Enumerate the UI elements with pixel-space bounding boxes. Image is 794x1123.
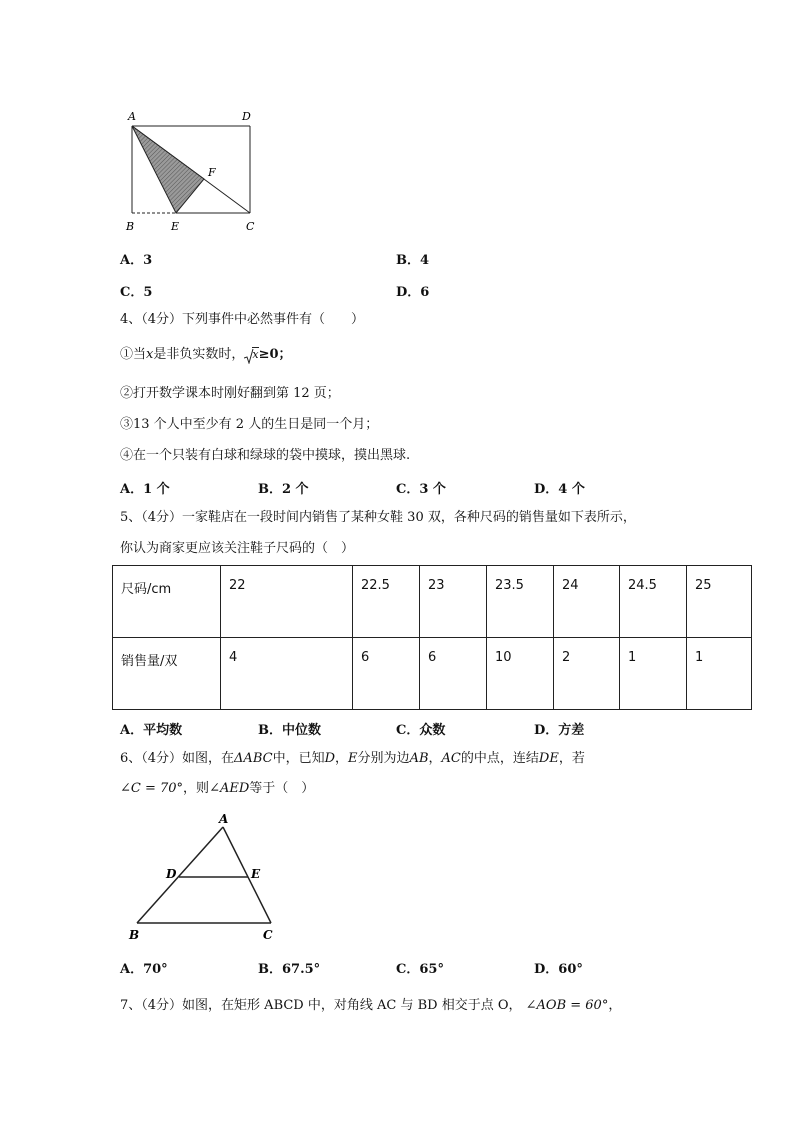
q3-option-d[interactable]: D．6 xyxy=(396,285,430,300)
fig2-label-a: A xyxy=(219,812,229,826)
fig1-label-c: C xyxy=(246,220,255,233)
q6-math-e: E xyxy=(348,751,358,766)
q5-option-b[interactable]: B．中位数 xyxy=(258,723,321,738)
fig1-label-d: D xyxy=(242,110,251,123)
q6-text: 等于（ ） xyxy=(249,781,315,796)
q6-math-triangle: ΔABC xyxy=(234,751,273,766)
table-cell-count: 4 xyxy=(221,638,353,710)
q4-item1-post: ≥0； xyxy=(258,347,292,362)
shoe-size-table xyxy=(112,565,752,710)
table-cell-size: 24.5 xyxy=(620,566,687,638)
q6-stem-line1 xyxy=(120,750,585,768)
rectangle-figure xyxy=(120,106,270,236)
q4-item1-pre: ①当 xyxy=(120,347,147,362)
q4-item1-mid: 是非负实数时， xyxy=(153,347,245,362)
q5-stem-line1: 5、（4分）一家鞋店在一段时间内销售了某种女鞋 30 双，各种尺码的销售量如下表所示， xyxy=(120,510,636,525)
table-cell-size: 22.5 xyxy=(353,566,420,638)
q4-option-d[interactable]: D．4 个 xyxy=(534,482,585,497)
fig1-label-b: B xyxy=(126,220,135,233)
q6-text: ，若 xyxy=(558,751,585,766)
q5-option-c[interactable]: C．众数 xyxy=(396,723,446,738)
q4-option-b[interactable]: B．2 个 xyxy=(258,482,309,497)
q5-option-d[interactable]: D．方差 xyxy=(534,723,585,738)
fig2-label-c: C xyxy=(263,928,273,942)
q4-item-3: ③13 个人中至少有 2 人的生日是同一个月； xyxy=(120,417,379,432)
fig2-label-e: E xyxy=(251,867,261,881)
q6-math-ac: AC xyxy=(441,751,461,766)
q5-stem-line2: 你认为商家更应该关注鞋子尺码的（ ） xyxy=(120,541,355,556)
table-cell-size: 25 xyxy=(687,566,752,638)
sqrt-icon xyxy=(244,346,258,364)
table-cell-count: 6 xyxy=(353,638,420,710)
q4-item-4: ④在一个只装有白球和绿球的袋中摸球，摸出黑球. xyxy=(120,448,411,463)
q6-option-a[interactable]: A．70° xyxy=(120,962,168,977)
table-cell-count: 1 xyxy=(620,638,687,710)
q6-text: 分别为边 xyxy=(357,751,410,766)
table-cell-count: 6 xyxy=(420,638,487,710)
q6-math-angle-c: ∠C = 70° xyxy=(120,781,184,796)
q6-text: ，则 xyxy=(183,781,210,796)
q6-text: 的中点，连结 xyxy=(460,751,539,766)
table-cell-size: 22 xyxy=(221,566,353,638)
q6-option-c[interactable]: C．65° xyxy=(396,962,444,977)
table-cell-count: 10 xyxy=(487,638,554,710)
shaded-triangle xyxy=(132,126,204,213)
table-cell-count: 1 xyxy=(687,638,752,710)
q4-item-1 xyxy=(120,346,292,364)
table-cell-size: 23 xyxy=(420,566,487,638)
q6-math-de: DE xyxy=(538,751,559,766)
q7-stem xyxy=(120,997,621,1015)
fig1-label-a: A xyxy=(128,110,136,123)
q3-option-a[interactable]: A．3 xyxy=(120,253,153,268)
q3-option-c[interactable]: C．5 xyxy=(120,285,153,300)
q6-text: 中，已知 xyxy=(272,751,325,766)
q6-stem-line2 xyxy=(120,780,314,798)
q4-item1-var: x xyxy=(146,347,154,362)
q6-text: 6、（4分）如图，在 xyxy=(120,751,235,766)
table-row-sizes xyxy=(113,566,752,638)
q4-option-a[interactable]: A．1 个 xyxy=(120,482,170,497)
q4-option-c[interactable]: C．3 个 xyxy=(396,482,446,497)
q7-math-angle: ∠AOB = 60° xyxy=(525,998,609,1013)
q5-option-a[interactable]: A．平均数 xyxy=(120,723,183,738)
q6-text: ， xyxy=(428,751,442,766)
q6-math-angle-aed: ∠AED xyxy=(209,781,250,796)
table-header-size: 尺码/cm xyxy=(113,566,221,638)
q6-option-b[interactable]: B．67.5° xyxy=(258,962,321,977)
q4-item-2: ②打开数学课本时刚好翻到第 12 页； xyxy=(120,386,340,401)
table-header-count: 销售量/双 xyxy=(113,638,221,710)
q7-tail: ， xyxy=(608,998,622,1013)
q6-math-d: D xyxy=(324,751,336,766)
q6-text: ， xyxy=(335,751,349,766)
table-cell-count: 2 xyxy=(554,638,620,710)
q6-option-d[interactable]: D．60° xyxy=(534,962,583,977)
q7-text: 7、（4分）如图，在矩形 ABCD 中，对角线 AC 与 BD 相交于点 O， xyxy=(120,998,522,1013)
q4-stem: 4、（4分）下列事件中必然事件有（ ） xyxy=(120,312,365,327)
table-row-counts xyxy=(113,638,752,710)
q6-math-ab: AB xyxy=(409,751,429,766)
fig1-label-f: F xyxy=(208,166,216,179)
fig1-label-e: E xyxy=(171,220,180,233)
fig2-label-b: B xyxy=(129,928,140,942)
triangle-figure xyxy=(125,810,285,945)
q4-item1-radicand: x xyxy=(252,348,259,361)
table-cell-size: 23.5 xyxy=(487,566,554,638)
table-cell-size: 24 xyxy=(554,566,620,638)
q3-option-b[interactable]: B．4 xyxy=(396,253,430,268)
fig2-label-d: D xyxy=(166,867,177,881)
